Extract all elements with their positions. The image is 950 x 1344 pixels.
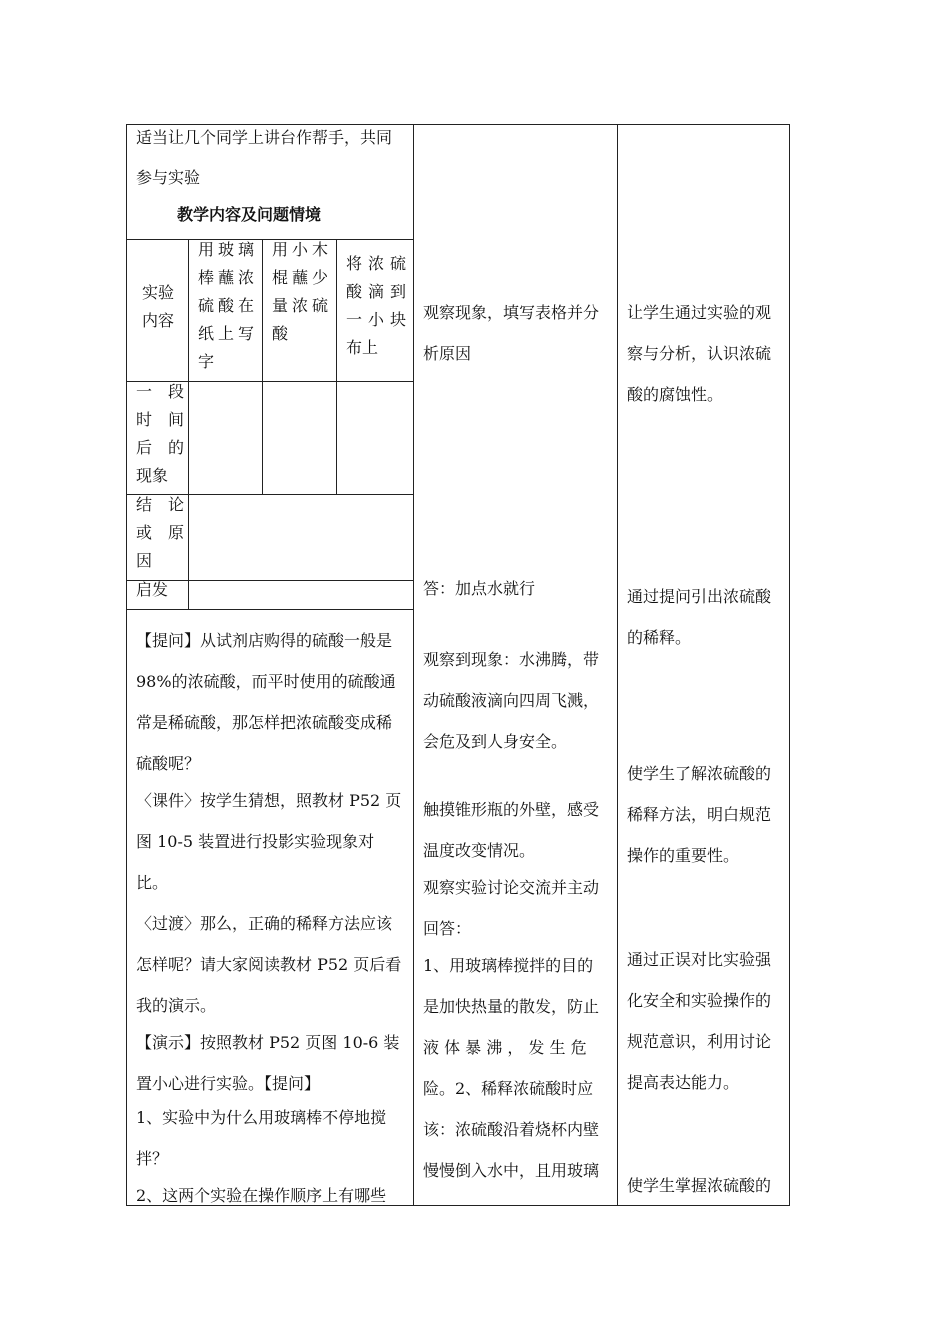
mid-block4-line: 温度改变情况。	[423, 841, 536, 860]
right-block4-line: 提高表达能力。	[627, 1073, 740, 1092]
right-block1-line: 让学生通过实验的观	[627, 303, 772, 322]
body-line: 拌？	[136, 1149, 169, 1168]
mid-block4-line: 回答：	[423, 919, 472, 938]
body-line: 98%的浓硫酸，而平时使用的硫酸通	[136, 672, 396, 691]
body-line: 我的演示。	[136, 996, 217, 1015]
inner-row-2-label: 一 段 时 间 后 的 现象	[136, 382, 185, 485]
body-line: 〈过渡〉那么，正确的稀释方法应该	[136, 914, 393, 933]
right-block4-line: 通过正误对比实验强	[627, 950, 772, 969]
body-line: 置小心进行实验。【提问】	[136, 1074, 321, 1093]
right-block3-line: 操作的重要性。	[627, 846, 740, 865]
right-block4-line: 化安全和实验操作的	[627, 991, 772, 1010]
body-line: 2、这两个实验在操作顺序上有哪些	[136, 1186, 387, 1205]
mid-block4-line: 触摸锥形瓶的外壁，感受	[423, 800, 600, 819]
mid-block4-line: 液 体 暴 沸 ， 发 生 危	[423, 1038, 587, 1057]
inner-row-4-label: 启发	[136, 580, 169, 599]
right-block3-line: 稀释方法，明白规范	[627, 805, 772, 824]
mid-block4-line: 险。2、稀释浓硫酸时应	[423, 1079, 594, 1098]
mid-block4-line: 1、用玻璃棒搅拌的目的	[423, 956, 594, 975]
inner-col-3-header: 将浓硫 酸滴到 一小块 布上	[346, 254, 406, 357]
mid-block4-line: 观察实验讨论交流并主动	[423, 878, 600, 897]
body-line: 1、实验中为什么用玻璃棒不停地搅	[136, 1108, 387, 1127]
right-block1-line: 察与分析，认识浓硫	[627, 344, 772, 363]
right-block2-line: 的稀释。	[627, 628, 692, 647]
body-line: 图 10-5 装置进行投影实验现象对	[136, 832, 375, 851]
mid-block4-line: 该：浓硫酸沿着烧杯内壁	[423, 1120, 600, 1139]
body-line: 【提问】从试剂店购得的硫酸一般是	[136, 631, 393, 650]
inner-col-1-header: 用玻璃 棒蘸浓 硫酸在 纸上写 字	[198, 240, 254, 371]
inner-row-3-label: 结 论 或 原 因	[136, 495, 185, 570]
mid-block1-line: 观察现象，填写表格并分	[423, 303, 600, 322]
body-line: 比。	[136, 873, 169, 892]
right-block4-line: 规范意识，利用讨论	[627, 1032, 772, 1051]
mid-block2: 答：加点水就行	[423, 579, 536, 598]
mid-block4-line: 是加快热量的散发，防止	[423, 997, 600, 1016]
right-block3-line: 使学生了解浓硫酸的	[627, 764, 772, 783]
right-block1-line: 酸的腐蚀性。	[627, 385, 724, 404]
body-line: 【演示】按照教材 P52 页图 10-6 装	[136, 1033, 400, 1052]
inner-header-label-1: 实验	[142, 283, 175, 302]
right-block2-line: 通过提问引出浓硫酸	[627, 587, 772, 606]
section-heading: 教学内容及问题情境	[177, 205, 322, 224]
intro-line-1: 适当让几个同学上讲台作帮手，共同	[136, 128, 393, 147]
mid-block1-line: 析原因	[423, 344, 472, 363]
inner-header-label-2: 内容	[142, 311, 175, 330]
body-line: 〈课件〉按学生猜想，照教材 P52 页	[136, 791, 402, 810]
right-block5: 使学生掌握浓硫酸的	[627, 1176, 772, 1195]
mid-block3-line: 会危及到人身安全。	[423, 732, 568, 751]
inner-col-2-header: 用小木 棍蘸少 量浓硫 酸	[272, 240, 328, 343]
mid-block4-line: 慢慢倒入水中，且用玻璃	[423, 1161, 600, 1180]
body-line: 硫酸呢？	[136, 754, 201, 773]
body-line: 常是稀硫酸，那怎样把浓硫酸变成稀	[136, 713, 393, 732]
intro-line-2: 参与实验	[136, 168, 201, 187]
mid-block3-line: 动硫酸液滴向四周飞溅，	[423, 691, 600, 710]
mid-block3-line: 观察到现象：水沸腾，带	[423, 650, 600, 669]
body-line: 怎样呢？请大家阅读教材 P52 页后看	[136, 955, 402, 974]
